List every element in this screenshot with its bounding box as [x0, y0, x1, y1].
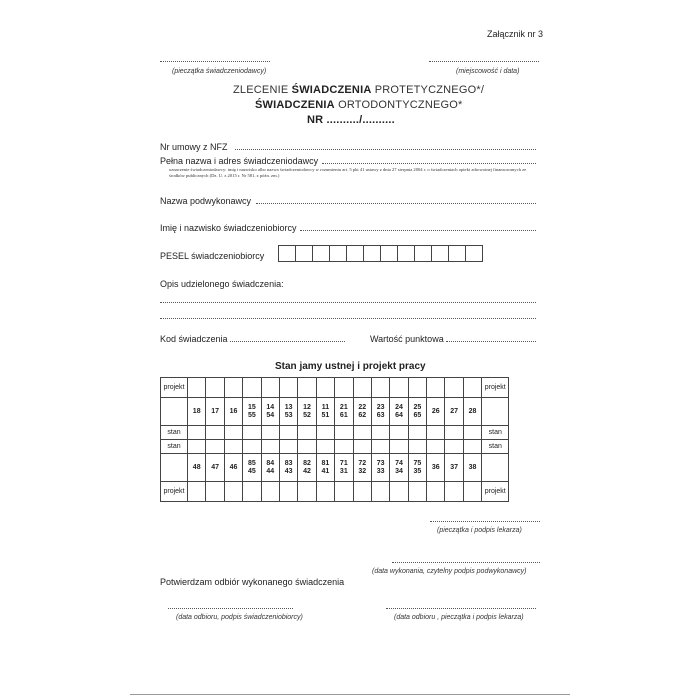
table-cell[interactable] — [427, 482, 445, 502]
table-cell[interactable] — [206, 482, 224, 502]
description-line-1[interactable] — [160, 302, 536, 303]
tooth-number: 74 — [395, 459, 403, 467]
place-date-label: (miejscowość i data) — [456, 68, 520, 75]
table-cell[interactable] — [224, 378, 242, 398]
stamp-label: (pieczątka świadczeniodawcy) — [172, 68, 267, 75]
tooth-number: 85 — [247, 459, 256, 467]
tooth-cell — [408, 398, 426, 426]
table-cell[interactable] — [427, 440, 445, 454]
table-cell[interactable] — [188, 426, 206, 440]
tooth-cell — [335, 454, 353, 482]
tooth-cell — [390, 454, 408, 482]
tooth-cell — [298, 454, 316, 482]
place-date-line — [429, 61, 539, 62]
pesel-box[interactable] — [448, 245, 466, 262]
table-cell[interactable] — [316, 378, 334, 398]
table-cell[interactable] — [279, 440, 297, 454]
projekt-cell: projekt — [161, 482, 188, 502]
table-cell[interactable] — [279, 482, 297, 502]
pesel-box[interactable] — [278, 245, 296, 262]
tooth-number: 33 — [376, 467, 385, 475]
tooth-cell — [371, 398, 389, 426]
receipt-doctor-line — [386, 608, 536, 609]
pesel-label: PESEL świadczeniobiorcy — [160, 251, 265, 261]
table-cell[interactable] — [445, 426, 463, 440]
table-cell[interactable] — [188, 440, 206, 454]
tooth-number: 45 — [247, 467, 256, 475]
table-cell[interactable] — [206, 426, 224, 440]
tooth-cell — [390, 398, 408, 426]
service-code-label: Kod świadczenia — [160, 334, 228, 344]
table-cell[interactable] — [445, 482, 463, 502]
table-cell[interactable] — [279, 426, 297, 440]
table-cell[interactable] — [335, 482, 353, 502]
table-cell — [161, 398, 188, 426]
table-cell[interactable] — [371, 378, 389, 398]
tooth-number: 16 — [229, 407, 238, 415]
table-cell[interactable] — [463, 440, 481, 454]
projekt-cell: projekt — [482, 482, 509, 502]
tooth-number: 42 — [303, 467, 311, 475]
tooth-cell — [445, 454, 463, 482]
pesel-boxes[interactable] — [278, 245, 482, 264]
table-cell[interactable] — [261, 426, 279, 440]
tooth-cell — [298, 398, 316, 426]
table-row — [161, 398, 509, 426]
table-cell[interactable] — [279, 378, 297, 398]
tooth-number: 47 — [211, 463, 219, 471]
projekt-cell: projekt — [482, 378, 509, 398]
pesel-box[interactable] — [397, 245, 415, 262]
tooth-cell — [261, 454, 279, 482]
contractor-label: Nazwa podwykonawcy — [160, 196, 252, 206]
stan-cell: stan — [482, 426, 509, 440]
tooth-number: 23 — [376, 403, 385, 411]
table-cell[interactable] — [224, 482, 242, 502]
table-cell[interactable] — [335, 378, 353, 398]
pesel-box[interactable] — [329, 245, 347, 262]
attachment-label: Załącznik nr 3 — [487, 29, 544, 39]
table-cell[interactable] — [243, 426, 261, 440]
tooth-number: 43 — [284, 467, 293, 475]
stamp-line — [160, 61, 270, 62]
tooth-cell — [353, 454, 371, 482]
execution-line — [392, 562, 540, 563]
tooth-number: 22 — [358, 403, 367, 411]
tooth-cell — [188, 454, 206, 482]
table-cell[interactable] — [408, 440, 426, 454]
tooth-number: 82 — [303, 459, 311, 467]
stan-cell: stan — [161, 440, 188, 454]
tooth-number: 17 — [211, 407, 219, 415]
tooth-number: 15 — [247, 403, 256, 411]
tooth-number: 51 — [321, 411, 330, 419]
tooth-number: 53 — [284, 411, 293, 419]
description-line-2[interactable] — [160, 318, 536, 319]
table-cell[interactable] — [408, 378, 426, 398]
patient-label: Imię i nazwisko świadczeniobiorcy — [160, 223, 297, 233]
tooth-number: 13 — [284, 403, 293, 411]
tooth-number: 18 — [192, 407, 201, 415]
tooth-number: 62 — [358, 411, 367, 419]
table-cell[interactable] — [261, 482, 279, 502]
stan-cell: stan — [161, 426, 188, 440]
tooth-number: 52 — [303, 411, 311, 419]
tooth-number: 27 — [450, 407, 459, 415]
tooth-number: 34 — [395, 467, 403, 475]
tooth-cell — [243, 398, 261, 426]
table-cell[interactable] — [298, 440, 316, 454]
tooth-number: 72 — [358, 459, 367, 467]
tooth-number: 35 — [413, 467, 422, 475]
receipt-patient-label: (data odbioru, podpis świadczeniobiorcy) — [176, 614, 303, 621]
tooth-cell — [463, 398, 481, 426]
table-cell[interactable] — [445, 440, 463, 454]
table-cell[interactable] — [353, 378, 371, 398]
table-cell — [482, 454, 509, 482]
tooth-number: 54 — [266, 411, 275, 419]
table-cell[interactable] — [353, 482, 371, 502]
table-cell[interactable] — [298, 482, 316, 502]
table-cell[interactable] — [188, 482, 206, 502]
stan-cell: stan — [482, 440, 509, 454]
pesel-box[interactable] — [414, 245, 432, 262]
order-number: NR ........../.......... — [307, 114, 395, 126]
tooth-cell — [279, 398, 297, 426]
tooth-cell — [335, 398, 353, 426]
tooth-number: 61 — [339, 411, 348, 419]
title-line2: ŚWIADCZENIA ORTODONTYCZNEGO* — [255, 99, 463, 111]
tooth-number: 48 — [192, 463, 201, 471]
tooth-number: 25 — [413, 403, 422, 411]
doctor-stamp-label: (pieczątka i podpis lekarza) — [437, 527, 522, 534]
contractor-input[interactable] — [256, 203, 536, 204]
table-cell[interactable] — [390, 378, 408, 398]
title-line1: ZLECENIE ŚWIADCZENIA PROTETYCZNEGO*/ — [233, 84, 485, 96]
tooth-cell — [371, 454, 389, 482]
receipt-doctor-label: (data odbioru , pieczątka i podpis lekarza) — [394, 614, 524, 621]
tooth-number: 84 — [266, 459, 275, 467]
table-cell[interactable] — [261, 440, 279, 454]
provider-note: oznaczenie świadczeniodawcy: imię i nazwisko albo nazwa świadczeniodawcy w rozumieniu art. 5 pkt 41 ustawy z dnia 27 sierpnia 2004 r. o świadczeniach opieki zdrowotnej finansowanych ze środków publicznych (Dz. U. z 2015 r. Nr 581, z późn. zm.) — [169, 167, 527, 178]
table-cell[interactable] — [224, 440, 242, 454]
tooth-number: 75 — [413, 459, 422, 467]
table-cell[interactable] — [408, 426, 426, 440]
tooth-number: 21 — [339, 403, 348, 411]
table-row — [161, 426, 509, 440]
tooth-number: 11 — [321, 403, 330, 411]
table-row — [161, 482, 509, 502]
tooth-cell — [445, 398, 463, 426]
table-title: Stan jamy ustnej i projekt pracy — [275, 361, 426, 372]
pesel-box[interactable] — [431, 245, 449, 262]
table-cell[interactable] — [224, 426, 242, 440]
tooth-number: 64 — [395, 411, 403, 419]
table-cell[interactable] — [298, 426, 316, 440]
table-cell[interactable] — [371, 426, 389, 440]
tooth-cell — [224, 454, 242, 482]
table-cell[interactable] — [188, 378, 206, 398]
table-cell[interactable] — [390, 426, 408, 440]
tooth-number: 83 — [284, 459, 293, 467]
provider-label: Pełna nazwa i adres świadczeniodawcy — [160, 156, 319, 166]
description-label: Opis udzielonego świadczenia: — [160, 279, 284, 289]
tooth-cell — [316, 398, 334, 426]
tooth-cell — [243, 454, 261, 482]
tooth-cell — [261, 398, 279, 426]
tooth-number: 31 — [339, 467, 348, 475]
table-cell — [482, 398, 509, 426]
table-cell[interactable] — [371, 482, 389, 502]
service-code-input[interactable] — [230, 341, 345, 342]
tooth-cell — [188, 398, 206, 426]
tooth-cell — [463, 454, 481, 482]
tooth-cell — [353, 398, 371, 426]
patient-input[interactable] — [300, 230, 536, 231]
table-cell[interactable] — [463, 426, 481, 440]
doctor-stamp-line — [430, 521, 540, 522]
page-bottom-edge — [130, 694, 570, 695]
tooth-number: 36 — [431, 463, 440, 471]
table-cell[interactable] — [353, 426, 371, 440]
provider-input[interactable] — [322, 163, 536, 164]
table-cell[interactable] — [408, 482, 426, 502]
tooth-number: 24 — [395, 403, 403, 411]
pesel-box[interactable] — [346, 245, 364, 262]
table-cell[interactable] — [445, 378, 463, 398]
table-cell — [161, 454, 188, 482]
tooth-cell — [206, 454, 224, 482]
table-cell[interactable] — [427, 378, 445, 398]
tooth-number: 55 — [247, 411, 256, 419]
contract-label: Nr umowy z NFZ — [160, 142, 228, 152]
table-row — [161, 378, 509, 398]
tooth-number: 46 — [229, 463, 238, 471]
tooth-cell — [408, 454, 426, 482]
table-cell[interactable] — [243, 440, 261, 454]
table-cell[interactable] — [206, 440, 224, 454]
confirm-label: Potwierdzam odbiór wykonanego świadczenia — [160, 577, 345, 587]
table-row — [161, 454, 509, 482]
tooth-number: 37 — [450, 463, 459, 471]
table-cell[interactable] — [206, 378, 224, 398]
table-cell[interactable] — [463, 378, 481, 398]
point-value-input[interactable] — [446, 341, 536, 342]
table-row — [161, 440, 509, 454]
tooth-number: 73 — [376, 459, 385, 467]
table-cell[interactable] — [463, 482, 481, 502]
contract-input[interactable] — [235, 149, 536, 150]
pesel-box[interactable] — [295, 245, 313, 262]
table-cell[interactable] — [316, 482, 334, 502]
tooth-number: 65 — [413, 411, 422, 419]
table-cell[interactable] — [335, 426, 353, 440]
tooth-number: 41 — [321, 467, 330, 475]
tooth-number: 26 — [431, 407, 440, 415]
tooth-number: 28 — [468, 407, 477, 415]
tooth-cell — [316, 454, 334, 482]
point-value-label: Wartość punktowa — [370, 334, 444, 344]
tooth-number: 63 — [376, 411, 385, 419]
table-cell[interactable] — [261, 378, 279, 398]
tooth-number: 44 — [266, 467, 275, 475]
table-cell[interactable] — [243, 482, 261, 502]
receipt-patient-line — [168, 608, 293, 609]
pesel-box[interactable] — [312, 245, 330, 262]
tooth-number: 71 — [339, 459, 348, 467]
pesel-box[interactable] — [380, 245, 398, 262]
tooth-number: 12 — [303, 403, 311, 411]
table-cell[interactable] — [371, 440, 389, 454]
tooth-cell — [206, 398, 224, 426]
tooth-number: 38 — [468, 463, 477, 471]
tooth-cell — [427, 398, 445, 426]
table-cell[interactable] — [316, 440, 334, 454]
projekt-cell: projekt — [161, 378, 188, 398]
table-cell[interactable] — [243, 378, 261, 398]
pesel-box[interactable] — [465, 245, 483, 262]
table-cell[interactable] — [335, 440, 353, 454]
execution-label: (data wykonania, czytelny podpis podwykonawcy) — [372, 568, 527, 575]
table-cell[interactable] — [390, 482, 408, 502]
tooth-cell — [279, 454, 297, 482]
table-cell[interactable] — [316, 426, 334, 440]
tooth-cell — [427, 454, 445, 482]
table-cell[interactable] — [390, 440, 408, 454]
table-cell[interactable] — [298, 378, 316, 398]
teeth-table — [160, 377, 509, 502]
table-cell[interactable] — [427, 426, 445, 440]
pesel-box[interactable] — [363, 245, 381, 262]
tooth-number: 14 — [266, 403, 275, 411]
tooth-cell — [224, 398, 242, 426]
table-cell[interactable] — [353, 440, 371, 454]
tooth-number: 81 — [321, 459, 330, 467]
tooth-number: 32 — [358, 467, 367, 475]
